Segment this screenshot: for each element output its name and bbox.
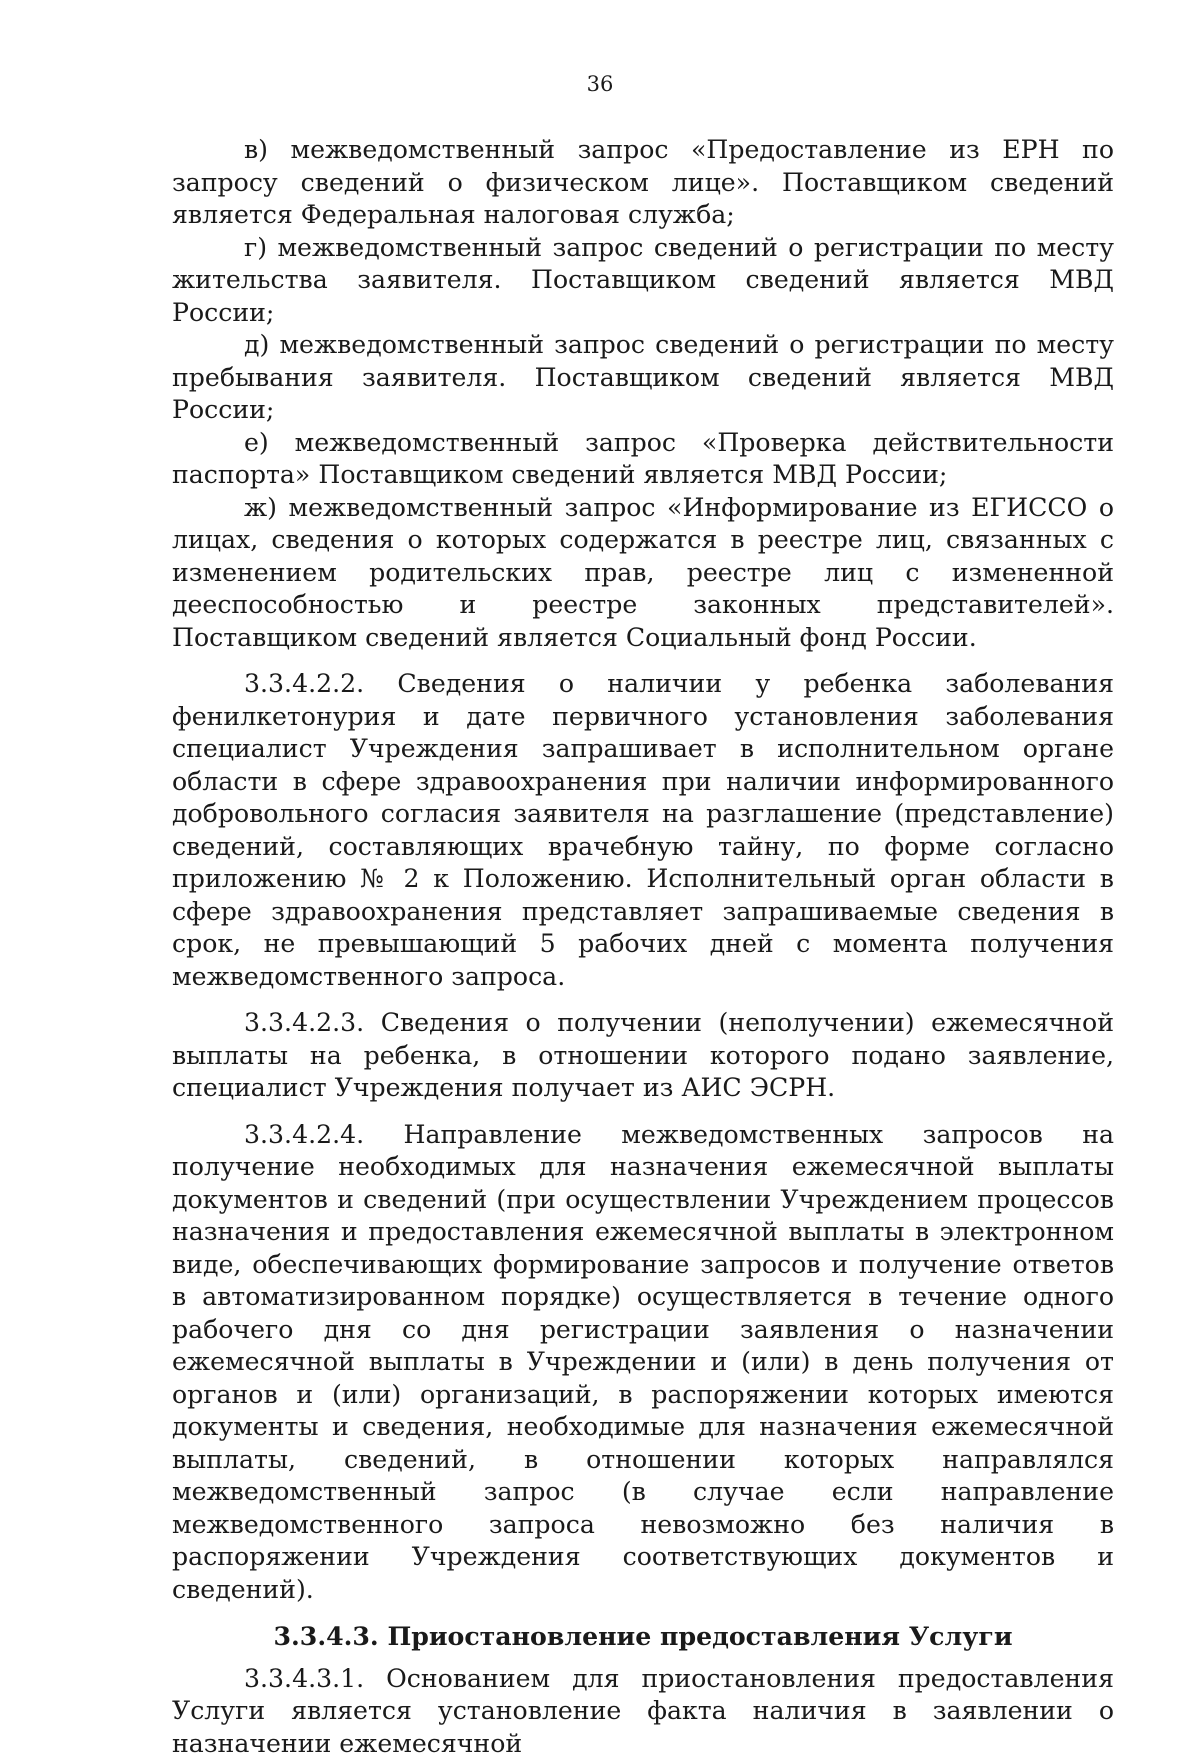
document-body (172, 134, 1114, 1760)
section-heading: 3.3.4.3. Приостановление предоставления Услуги (172, 1620, 1114, 1653)
paragraph-e: е) межведомственный запрос «Проверка действительности паспорта» Поставщиком сведений является МВД России; (172, 427, 1114, 492)
paragraph-zh: ж) межведомственный запрос «Информирование из ЕГИССО о лицах, сведения о которых содержатся в реестре лиц, связанных с изменением родительских прав, реестре лиц с измененной дееспособностью и реестре законных представителей». Поставщиком сведений является Социальный фонд России. (172, 492, 1114, 655)
paragraph-v: в) межведомственный запрос «Предоставление из ЕРН по запросу сведений о физическом лице». Поставщиком сведений является Федеральная налоговая служба; (172, 134, 1114, 232)
paragraph-g: г) межведомственный запрос сведений о регистрации по месту жительства заявителя. Поставщиком сведений является МВД России; (172, 232, 1114, 330)
paragraph-3-3-4-3-1: 3.3.4.3.1. Основанием для приостановления предоставления Услуги является установление факта наличия в заявлении о назначении ежемесячной (172, 1663, 1114, 1760)
paragraph-3-3-4-2-2: 3.3.4.2.2. Сведения о наличии у ребенка заболевания фенилкетонурия и дате первичного установления заболевания специалист Учреждения запрашивает в исполнительном органе области в сфере здравоохранения при наличии информированного добровольного согласия заявителя на разглашение (представление) сведений, составляющих врачебную тайну, по форме согласно приложению № 2 к Положению. Исполнительный орган области в сфере здравоохранения представляет запрашиваемые сведения в срок, не превышающий 5 рабочих дней с момента получения межведомственного запроса. (172, 668, 1114, 993)
paragraph-3-3-4-2-4: 3.3.4.2.4. Направление межведомственных запросов на получение необходимых для назначения ежемесячной выплаты документов и сведений (при осуществлении Учреждением процессов назначения и предоставления ежемесячной выплаты в электронном виде, обеспечивающих формирование запросов и получение ответов в автоматизированном порядке) осуществляется в течение одного рабочего дня со дня регистрации заявления о назначении ежемесячной выплаты в Учреждении и (или) в день получения от органов и (или) организаций, в распоряжении которых имеются документы и сведения, необходимые для назначения ежемесячной выплаты, сведений, в отношении которых направлялся межведомственный запрос (в случае если направление межведомственного запроса невозможно без наличия в распоряжении Учреждения соответствующих документов и сведений). (172, 1119, 1114, 1607)
paragraph-d: д) межведомственный запрос сведений о регистрации по месту пребывания заявителя. Поставщиком сведений является МВД России; (172, 329, 1114, 427)
page-number: 36 (0, 72, 1200, 96)
paragraph-3-3-4-2-3: 3.3.4.2.3. Сведения о получении (неполучении) ежемесячной выплаты на ребенка, в отношении которого подано заявление, специалист Учреждения получает из АИС ЭСРН. (172, 1007, 1114, 1105)
